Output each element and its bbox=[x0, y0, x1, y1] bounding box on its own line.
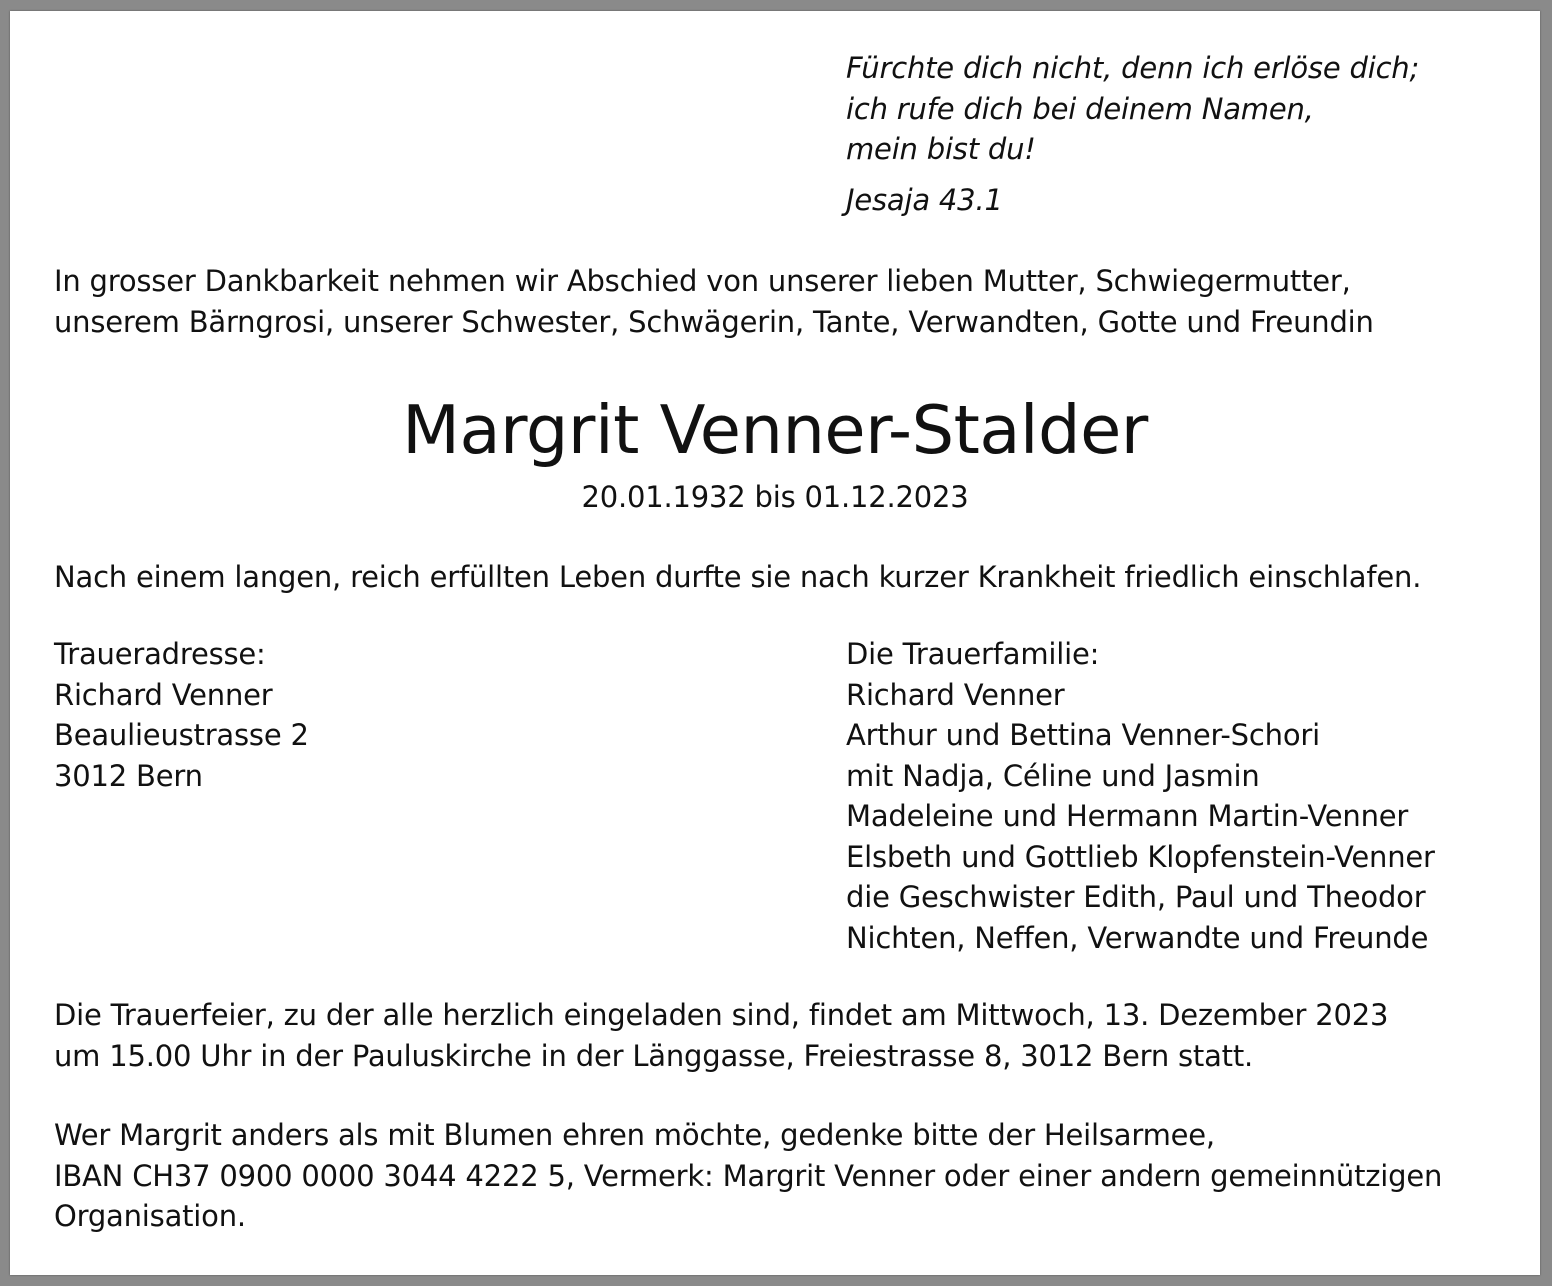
address-line: 3012 Bern bbox=[54, 758, 203, 793]
service-line: um 15.00 Uhr in der Pauluskirche in der Länggasse, Freiestrasse 8, 3012 Bern statt. bbox=[54, 1038, 1254, 1073]
verse-line: ich rufe dich bei deinem Namen, bbox=[846, 91, 1314, 126]
address-heading: Traueradresse: bbox=[54, 637, 266, 671]
donation-line: Organisation. bbox=[54, 1199, 246, 1233]
mourning-address bbox=[54, 634, 309, 796]
family-line: die Geschwister Edith, Paul und Theodor bbox=[846, 880, 1426, 914]
family-line: Madeleine und Hermann Martin-Venner bbox=[846, 799, 1409, 833]
donation-line: Wer Margrit anders als mit Blumen ehren möchte, gedenke bitte der Heilsarmee, bbox=[54, 1118, 1215, 1152]
family-line: Richard Venner bbox=[846, 677, 1065, 712]
family-line: mit Nadja, Céline und Jasmin bbox=[846, 758, 1260, 793]
obituary-notice bbox=[10, 11, 1540, 1275]
deceased-name: Margrit Venner-Stalder bbox=[402, 391, 1148, 469]
funeral-service-info bbox=[54, 995, 1388, 1076]
bible-verse bbox=[846, 48, 1419, 220]
verse-line: mein bist du! bbox=[846, 132, 1036, 166]
life-dates: 20.01.1932 bis 01.12.2023 bbox=[581, 480, 969, 514]
family-heading: Die Trauerfamilie: bbox=[846, 637, 1100, 671]
address-line: Richard Venner bbox=[54, 677, 273, 712]
intro-text bbox=[54, 261, 1374, 342]
donation-info bbox=[54, 1115, 1442, 1237]
verse-line: Fürchte dich nicht, denn ich erlöse dich; bbox=[846, 51, 1420, 85]
verse-reference: Jesaja 43.1 bbox=[846, 182, 1003, 217]
family-line: Elsbeth und Gottlieb Klopfenstein-Venner bbox=[846, 839, 1435, 874]
intro-line: unserem Bärngrosi, unserer Schwester, Schwägerin, Tante, Verwandten, Gotte und Freundin bbox=[54, 304, 1374, 339]
family-line: Nichten, Neffen, Verwandte und Freunde bbox=[846, 920, 1429, 955]
intro-line: In grosser Dankbarkeit nehmen wir Abschied von unserer lieben Mutter, Schwiegermutter, bbox=[54, 264, 1351, 298]
family-line: Arthur und Bettina Venner-Schori bbox=[846, 718, 1320, 752]
passing-statement: Nach einem langen, reich erfüllten Leben durfte sie nach kurzer Krankheit friedlich einschlafen. bbox=[54, 560, 1422, 594]
donation-line: IBAN CH37 0900 0000 3044 4222 5, Vermerk: Margrit Venner oder einer andern gemeinnützigen bbox=[54, 1158, 1443, 1193]
mourning-family bbox=[846, 634, 1435, 958]
address-line: Beaulieustrasse 2 bbox=[54, 718, 309, 752]
service-line: Die Trauerfeier, zu der alle herzlich eingeladen sind, findet am Mittwoch, 13. Dezember 2023 bbox=[54, 998, 1389, 1032]
